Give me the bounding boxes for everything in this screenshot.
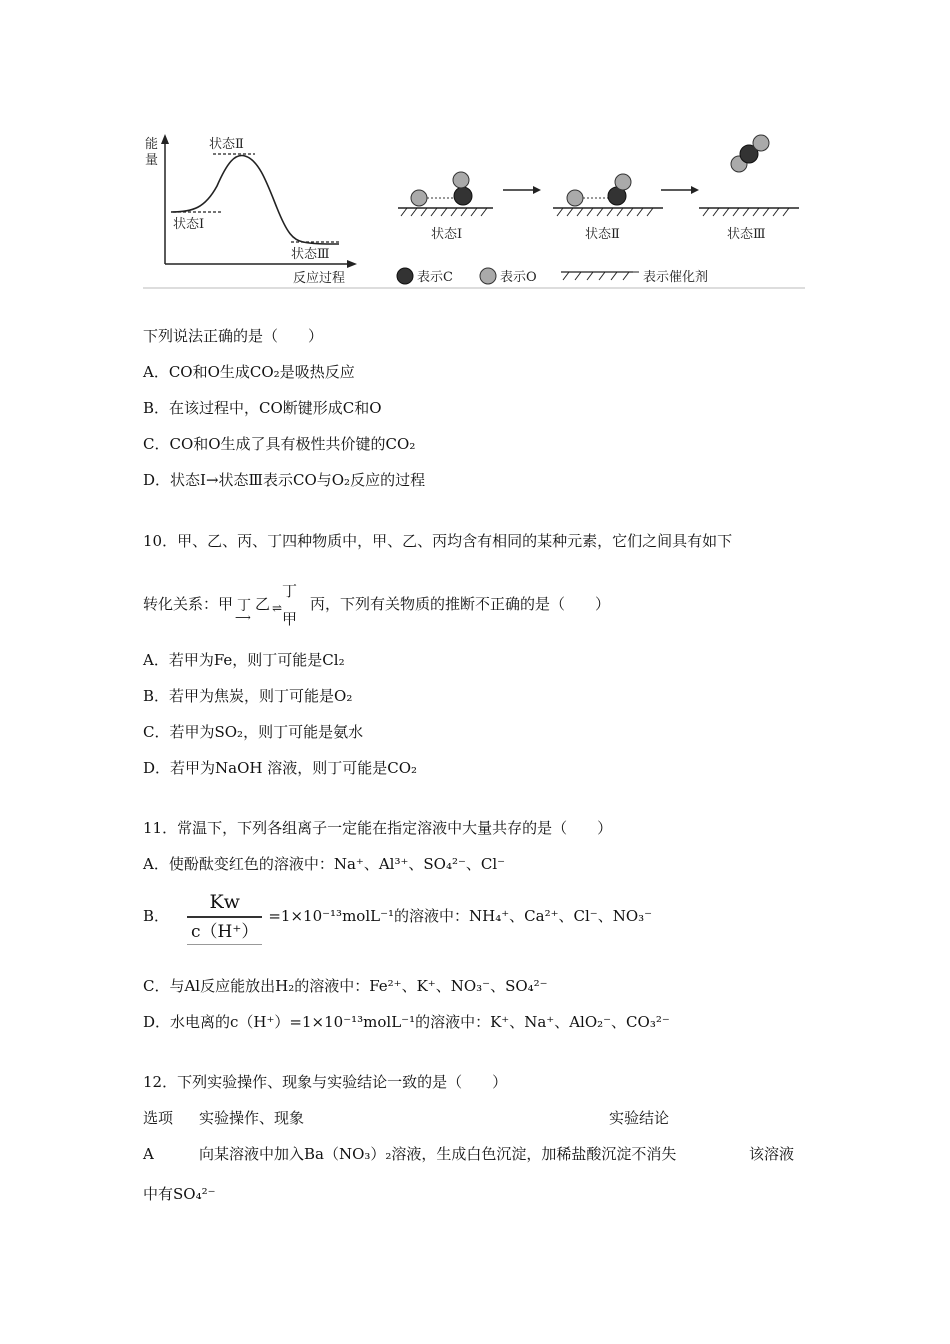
step2-label: 状态Ⅱ — [585, 227, 620, 242]
q10-option-b: B．若甲为焦炭，则丁可能是O₂ — [143, 687, 353, 705]
xaxis-label: 反应过程 — [293, 271, 346, 286]
q11-option-b-label: B． — [143, 907, 170, 925]
q10-equilibrium-arrow — [270, 582, 310, 628]
q11-option-d: D．水电离的c（H⁺）=1×10⁻¹³molL⁻¹的溶液中：K⁺、Na⁺、AlO₂⁻、CO₃²⁻ — [143, 1013, 670, 1031]
q10-option-c: C．若甲为SO₂，则丁可能是氨水 — [143, 723, 364, 741]
legend-catalyst-icon — [561, 272, 639, 280]
q12-row-a-operation: 向某溶液中加入Ba（NO₃）₂溶液，生成白色沉淀，加稀盐酸沉淀不消失 — [199, 1145, 677, 1163]
energy-axis-label: 能 — [145, 137, 159, 152]
step1-molecules — [398, 172, 493, 216]
q12-row-a-option: A — [143, 1145, 154, 1163]
q12-row-a-conclusion: 该溶液 — [749, 1145, 795, 1163]
q10-option-d: D．若甲为NaOH 溶液，则丁可能是CO₂ — [143, 759, 418, 777]
q10-arrow1-label: 丁 — [237, 598, 252, 614]
equilibrium-arrow-icon: ⇌ — [272, 601, 281, 615]
arrow-2-icon — [661, 186, 699, 194]
q10-arrow2-bottom: 甲 — [282, 610, 298, 628]
q11-option-c: C．与Al反应能放出H₂的溶液中：Fe²⁺、K⁺、NO₃⁻、SO₄²⁻ — [143, 977, 548, 995]
q10-option-a: A．若甲为Fe，则丁可能是Cl₂ — [143, 651, 345, 669]
state3-label: 状态Ⅲ — [291, 247, 330, 262]
arrow-1-icon — [503, 186, 541, 194]
q11-option-b-rest: =1×10⁻¹³molL⁻¹的溶液中：NH₄⁺、Ca²⁺、Cl⁻、NO₃⁻ — [268, 907, 653, 925]
step3-label: 状态Ⅲ — [727, 227, 766, 242]
q10-stem-line2 — [143, 582, 611, 628]
q10-stem-pre: 转化关系：甲 — [143, 595, 234, 613]
q11-stem: 11．常温下，下列各组离子一定能在指定溶液中大量共存的是（ ） — [143, 819, 613, 837]
q12-stem: 12．下列实验操作、现象与实验结论一致的是（ ） — [143, 1073, 508, 1091]
step3-molecules — [699, 135, 799, 216]
legend-o-label: 表示O — [500, 270, 537, 285]
kw-fraction — [187, 890, 262, 945]
q12-col-conclusion: 实验结论 — [609, 1109, 670, 1127]
q12-row-a-conclusion-cont: 中有SO₄²⁻ — [143, 1185, 216, 1203]
q10-arrow2-top: 丁 — [282, 582, 298, 600]
right-arrow-icon: ⟶ — [235, 611, 251, 624]
q10-arrow-1 — [233, 590, 255, 624]
q12-table-header — [143, 1108, 670, 1128]
q9-option-b: B．在该过程中，CO断键形成C和O — [143, 399, 382, 417]
legend-o-icon — [480, 268, 496, 284]
q12-col-operation: 实验操作、现象 — [199, 1109, 305, 1127]
fraction-numerator: Kw — [187, 890, 262, 918]
state2-label: 状态Ⅱ — [209, 137, 244, 152]
q10-stem-mid: 乙 — [255, 595, 271, 613]
q12-col-option: 选项 — [143, 1109, 174, 1127]
legend-c-label: 表示C — [417, 270, 453, 285]
q10-stem-post: 丙，下列有关物质的推断不正确的是（ ） — [310, 595, 611, 613]
q9-stem: 下列说法正确的是（ ） — [143, 327, 324, 345]
step1-label: 状态Ⅰ — [431, 227, 463, 242]
q10-stem-line1: 10．甲、乙、丙、丁四种物质中，甲、乙、丙均含有相同的某种元素，它们之间具有如下 — [143, 532, 733, 550]
energy-diagram-figure — [143, 128, 805, 290]
q9-option-d: D．状态Ⅰ→状态Ⅲ表示CO与O₂反应的过程 — [143, 471, 426, 489]
step2-molecules — [553, 174, 663, 216]
q11-option-a: A．使酚酞变红色的溶液中：Na⁺、Al³⁺、SO₄²⁻、Cl⁻ — [143, 855, 506, 873]
q11-option-b — [143, 888, 652, 945]
state1-label: 状态Ⅰ — [173, 217, 205, 232]
legend-c-icon — [397, 268, 413, 284]
q12-row-a — [143, 1144, 795, 1164]
fraction-denominator: c（H⁺） — [187, 918, 262, 945]
q9-option-a: A．CO和O生成CO₂是吸热反应 — [143, 363, 355, 381]
energy-axis-label-2: 量 — [145, 153, 159, 168]
legend-catalyst-label: 表示催化剂 — [643, 270, 709, 285]
q9-option-c: C．CO和O生成了具有极性共价键的CO₂ — [143, 435, 416, 453]
